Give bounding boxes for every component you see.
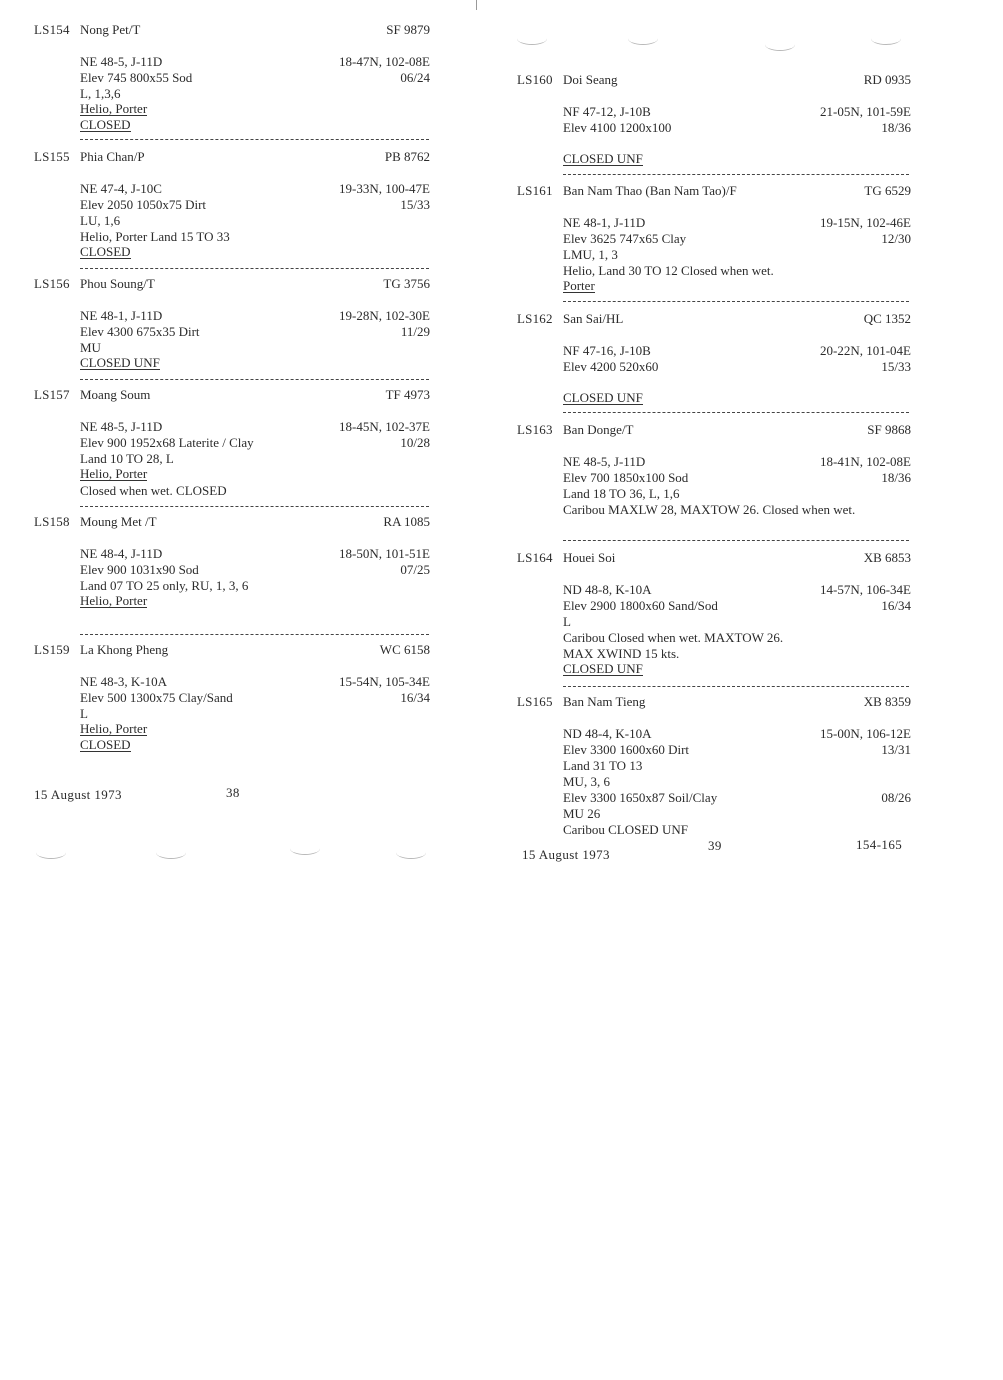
entry-ls154 [34,22,430,134]
punch-hole [396,846,426,859]
map-ref: NE 48-5, J-11D [80,419,163,434]
site-name: Houei Soi [563,550,616,565]
footer-date: 15 August 1973 [522,847,610,862]
runway-heading: 18/36 [881,120,911,135]
elevation: Elev 4300 675x35 Dirt [80,324,200,339]
aircraft-line: Helio, Porter [80,101,148,116]
status-line: CLOSED UNF [563,151,643,166]
punch-hole [156,846,186,859]
entry-ls160 [517,72,911,168]
entry-ls161 [517,183,911,295]
entry-ls158 [34,514,430,610]
punch-hole [290,842,320,855]
aircraft-line: Helio, Porter [80,466,148,481]
coordinates: 18-50N, 101-51E [339,546,430,561]
runway-heading: 18/36 [881,470,911,485]
coordinates: 19-15N, 102-46E [820,215,911,230]
map-ref: NF 47-16, J-10B [563,343,651,358]
aircraft-line: Helio, Porter [80,721,148,736]
site-name: San Sai/HL [563,311,624,326]
map-ref: ND 48-8, K-10A [563,582,652,597]
entry-ls163 [517,422,911,518]
detail-line-2: MU, 3, 6 [563,774,610,789]
site-name: Nong Pet/T [80,22,141,37]
entry-ls164 [517,550,911,678]
detail-line: MU [80,340,101,355]
separator [80,506,429,507]
separator [563,412,909,413]
map-ref: NE 48-5, J-11D [563,454,646,469]
runway-heading: 13/31 [881,742,911,757]
entry-ls156 [34,276,430,372]
site-code: LS156 [34,276,70,291]
detail-line: Land 07 TO 25 only, RU, 1, 3, 6 [80,578,249,593]
runway-heading: 16/34 [400,690,430,705]
coordinates: 18-41N, 102-08E [820,454,911,469]
punch-hole [628,32,658,45]
site-code: LS160 [517,72,553,87]
coordinates: 19-33N, 100-47E [339,181,430,196]
site-code: LS165 [517,694,553,709]
site-name: Ban Nam Thao (Ban Nam Tao)/F [563,183,737,198]
site-name: La Khong Pheng [80,642,169,657]
runway-heading-alt: 08/26 [881,790,911,805]
punch-hole [36,846,66,859]
coordinates: 19-28N, 102-30E [339,308,430,323]
map-ref: NE 48-1, J-11D [563,215,646,230]
coordinates: 20-22N, 101-04E [820,343,911,358]
detail-line: Land 31 TO 13 [563,758,643,773]
site-name: Moung Met /T [80,514,157,529]
map-ref: NE 48-5, J-11D [80,54,163,69]
detail-line: L [563,614,571,629]
grid-ref: TG 6529 [864,183,911,198]
elevation: Elev 900 1031x90 Sod [80,562,199,577]
separator [80,268,429,269]
site-code: LS162 [517,311,553,326]
runway-heading: 06/24 [400,70,430,85]
crosswind-line: MAX XWIND 15 kts. [563,646,680,661]
punch-hole [765,38,795,51]
coordinates: 21-05N, 101-59E [820,104,911,119]
grid-ref: TF 4973 [385,387,430,402]
entry-ls165 [517,694,911,838]
separator [563,301,909,302]
grid-ref: WC 6158 [379,642,430,657]
elevation: Elev 4200 520x60 [563,359,659,374]
runway-heading: 10/28 [400,435,430,450]
site-name: Doi Seang [563,72,618,87]
elevation: Elev 2900 1800x60 Sand/Sod [563,598,718,613]
grid-ref: RD 0935 [863,72,911,87]
status-line: CLOSED [80,244,131,259]
elevation: Elev 700 1850x100 Sod [563,470,689,485]
detail-line: L [80,706,88,721]
site-code: LS158 [34,514,70,529]
page-range: 154-165 [856,837,903,852]
separator [80,634,429,635]
gutter-mark [476,0,477,10]
aircraft-line: Helio, Porter [80,593,148,608]
punch-hole [517,32,547,45]
elevation: Elev 3300 1600x60 Dirt [563,742,690,757]
site-name: Phou Soung/T [80,276,155,291]
detail-line: LU, 1,6 [80,213,121,228]
coordinates: 15-54N, 105-34E [339,674,430,689]
runway-heading: 15/33 [400,197,430,212]
grid-ref: QC 1352 [863,311,911,326]
entry-ls159 [34,642,430,754]
separator [563,174,909,175]
footer-date: 15 August 1973 [34,787,122,802]
map-ref: NE 48-1, J-11D [80,308,163,323]
detail-line-3: MU 26 [563,806,601,821]
aircraft-line: Caribou MAXLW 28, MAXTOW 26. Closed when wet. [563,502,856,517]
separator [563,686,909,687]
status-line: CLOSED UNF [80,355,160,370]
aircraft-line: Helio, Land 30 TO 12 Closed when wet. [563,263,774,278]
page-number: 39 [708,838,722,853]
separator [80,139,429,140]
elevation: Elev 500 1300x75 Clay/Sand [80,690,233,705]
map-ref: NE 48-3, K-10A [80,674,168,689]
status-line: CLOSED UNF [563,390,643,405]
site-code: LS164 [517,550,553,565]
punch-hole [871,32,901,45]
aircraft-line: Caribou Closed when wet. MAXTOW 26. [563,630,784,645]
site-code: LS163 [517,422,553,437]
status-line: CLOSED UNF [563,661,643,676]
grid-ref: XB 8359 [863,694,911,709]
elevation: Elev 4100 1200x100 [563,120,672,135]
aircraft-line: Caribou CLOSED UNF [563,822,688,837]
detail-line: Land 10 TO 28, L [80,451,174,466]
coordinates: 18-47N, 102-08E [339,54,430,69]
status-line: Closed when wet. CLOSED [80,483,227,498]
grid-ref: SF 9879 [386,22,430,37]
aircraft-line-2: Porter [563,278,595,293]
runway-heading: 11/29 [400,324,430,339]
site-name: Moang Soum [80,387,151,402]
site-name: Ban Nam Tieng [563,694,646,709]
page-number: 38 [226,785,240,800]
grid-ref: XB 6853 [863,550,911,565]
map-ref: NE 48-4, J-11D [80,546,163,561]
site-code: LS157 [34,387,70,402]
site-code: LS155 [34,149,70,164]
site-code: LS161 [517,183,553,198]
elevation-alt: Elev 3300 1650x87 Soil/Clay [563,790,718,805]
entry-ls157 [34,387,430,499]
elevation: Elev 3625 747x65 Clay [563,231,687,246]
entry-ls162 [517,311,911,407]
coordinates: 18-45N, 102-37E [339,419,430,434]
site-name: Ban Donge/T [563,422,634,437]
elevation: Elev 745 800x55 Sod [80,70,193,85]
site-name: Phia Chan/P [80,149,145,164]
runway-heading: 16/34 [881,598,911,613]
separator [80,379,429,380]
separator [563,540,909,541]
runway-heading: 15/33 [881,359,911,374]
map-ref: NF 47-12, J-10B [563,104,651,119]
coordinates: 15-00N, 106-12E [820,726,911,741]
site-code: LS154 [34,22,70,37]
grid-ref: PB 8762 [384,149,430,164]
grid-ref: SF 9868 [867,422,911,437]
elevation: Elev 900 1952x68 Laterite / Clay [80,435,254,450]
entry-ls155 [34,149,430,261]
elevation: Elev 2050 1050x75 Dirt [80,197,207,212]
coordinates: 14-57N, 106-34E [820,582,911,597]
site-code: LS159 [34,642,70,657]
status-line: CLOSED [80,117,131,132]
detail-line: LMU, 1, 3 [563,247,618,262]
map-ref: ND 48-4, K-10A [563,726,652,741]
map-ref: NE 47-4, J-10C [80,181,162,196]
detail-line: Land 18 TO 36, L, 1,6 [563,486,680,501]
grid-ref: RA 1085 [383,514,430,529]
detail-line: L, 1,3,6 [80,86,121,101]
status-line: CLOSED [80,737,131,752]
runway-heading: 07/25 [400,562,430,577]
grid-ref: TG 3756 [383,276,430,291]
aircraft-line: Helio, Porter Land 15 TO 33 [80,229,230,244]
runway-heading: 12/30 [881,231,911,246]
